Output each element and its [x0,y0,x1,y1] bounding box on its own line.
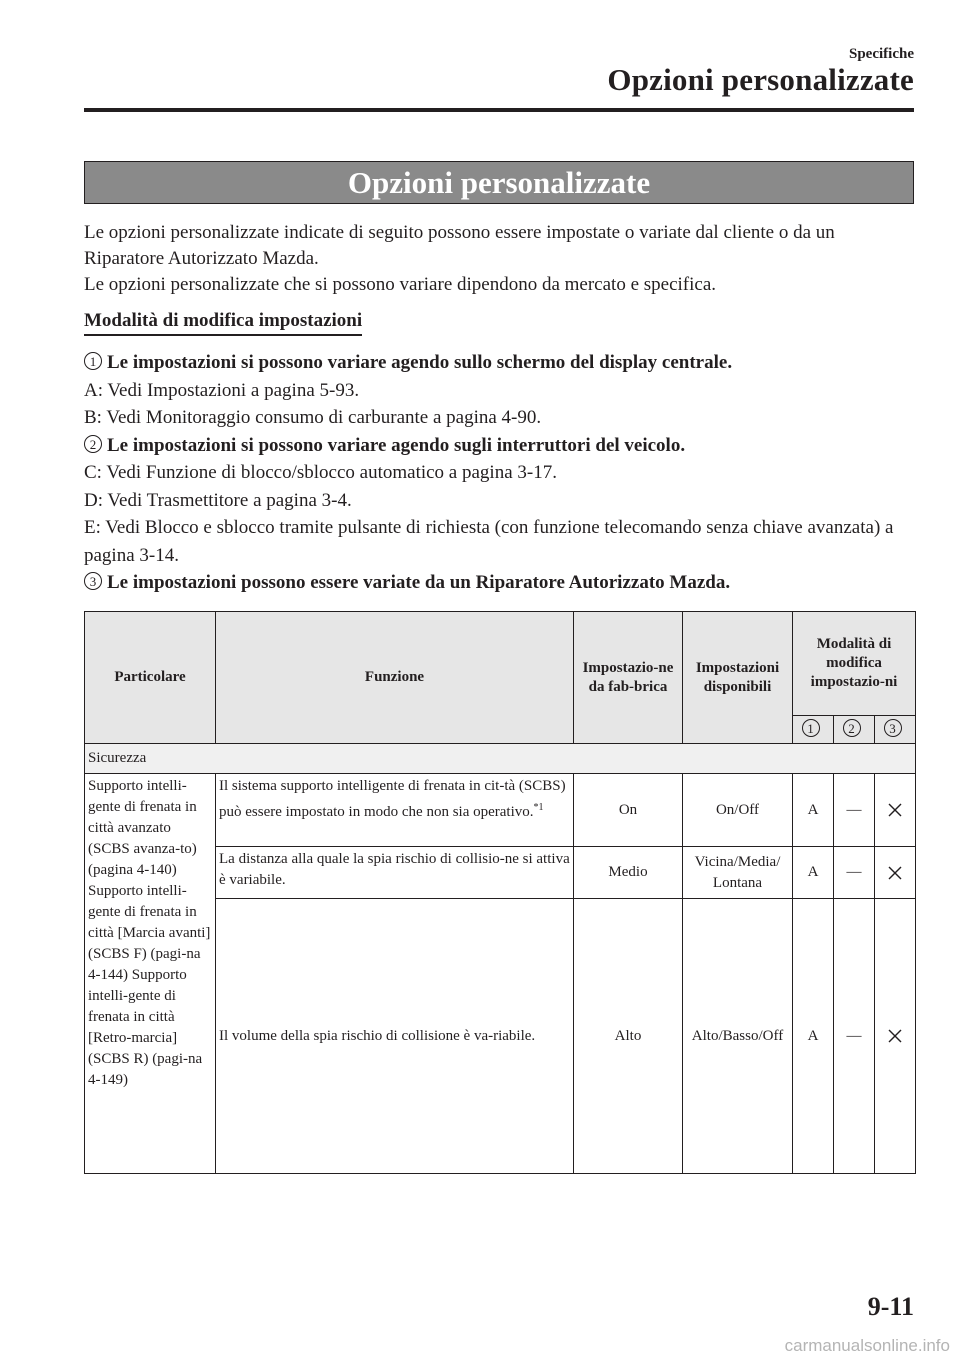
section-label: Specifiche [849,46,914,62]
circled-one-icon: 1 [802,719,820,737]
method-item: B: Vedi Monitoraggio consumo di carburante a pagina 4-90. [84,407,542,428]
mode-3-cell [875,774,916,847]
table-row [85,774,916,847]
page-title: Opzioni personalizzate [607,62,914,97]
method-3-heading [84,569,914,597]
page-number: 9-11 [867,1292,914,1321]
method-3-text: Le impostazioni possono essere variate da un Riparatore Autorizzato Mazda. [107,572,731,593]
mode-1-cell: A [793,847,834,899]
header-factory-setting: Impostazio-ne da fab-brica [574,612,683,744]
circled-two-icon: 2 [84,435,102,453]
circled-one-icon: 1 [84,352,102,370]
available-cell: Vicina/Media/ Lontana [683,847,793,899]
header-rule [84,108,914,112]
function-cell: La distanza alla quale la spia rischio di collisio-ne si attiva è variabile. [216,847,574,899]
watermark: carmanualsonline.info [784,1336,950,1355]
function-text: Il sistema supporto intelligente di frenata in cit-tà (SCBS) può essere impostato in modo che non sia operativo. [219,778,566,820]
method-1-heading [84,349,914,377]
custom-options-table [84,611,916,1174]
mode-2-cell: — [834,847,875,899]
methods-list [84,349,914,597]
method-heading: Modalità di modifica impostazioni [84,310,362,336]
mode-1-cell: A [793,774,834,847]
intro-paragraph: Le opzioni personalizzate indicate di seguito possono essere impostate o variate dal cliente o da un Riparatore Autorizzato Mazda. [84,222,835,269]
item-cell: Supporto intelli-gente di frenata in città avanzato (SCBS avanza-to) (pagina 4-140) Supporto intelli-gente di frenata in città [Marcia avanti] (SCBS F) (pagi-na 4-144) Supporto intelli-gente di frenata in città [Retro-marcia] (SCBS R) (pagi-na 4-149) [85,774,216,1174]
mode-3-cell [875,899,916,1174]
available-cell: Alto/Basso/Off [683,899,793,1174]
factory-cell: On [574,774,683,847]
function-cell: Il volume della spia rischio di collisione è va-riabile. [216,899,574,1174]
method-item: D: Vedi Trasmettitore a pagina 3-4. [84,489,352,511]
mode-3-cell [875,847,916,899]
header-item: Particolare [85,612,216,744]
header-function: Funzione [216,612,574,744]
method-2-text: Le impostazioni si possono variare agendo sugli interruttori del veicolo. [107,434,686,456]
function-cell [216,774,574,847]
method-2-heading [84,432,914,460]
circled-three-icon: 3 [84,572,102,590]
section-banner: Opzioni personalizzate [84,161,914,204]
mode-1-cell: A [793,899,834,1174]
method-item: E: Vedi Blocco e sblocco tramite pulsante di richiesta (con funzione telecomando senza chiave avanzata) a pagina 3-14. [84,517,894,566]
available-cell: On/Off [683,774,793,847]
method-item: C: Vedi Funzione di blocco/sblocco automatico a pagina 3-17. [84,462,557,483]
header-mode-3 [875,716,916,744]
mode-2-cell: — [834,774,875,847]
method-item: A: Vedi Impostazioni a pagina 5-93. [84,379,360,401]
mode-2-cell: — [834,899,875,1174]
intro-text [84,220,914,298]
category-row: Sicurezza [85,744,916,774]
header-available-settings: Impostazioni disponibili [683,612,793,744]
cross-icon [888,1029,902,1043]
footnote-marker: *1 [533,802,544,813]
factory-cell: Alto [574,899,683,1174]
intro-paragraph: Le opzioni personalizzate che si possono variare dipendono da mercato e specifica. [84,274,717,295]
header-mode-1 [793,716,834,744]
cross-icon [888,866,902,880]
method-1-text: Le impostazioni si possono variare agendo sullo schermo del display centrale. [107,352,733,373]
header-mode-2 [834,716,875,744]
factory-cell: Medio [574,847,683,899]
circled-three-icon: 3 [884,719,902,737]
cross-icon [888,803,902,817]
header-change-mode: Modalità di modifica impostazio-ni [793,612,916,716]
circled-two-icon: 2 [843,719,861,737]
